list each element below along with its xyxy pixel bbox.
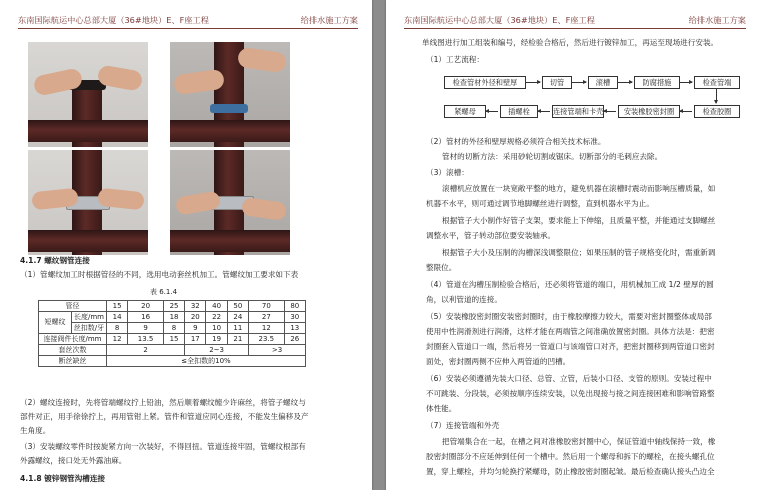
table-caption: 表 6.1.4: [150, 288, 178, 296]
row-label-diameter: 管径: [39, 301, 107, 312]
para-4-line-1: （4）管道在沟槽压制检验合格后，还必须将管道的端口，用机械加工成 1/2 壁厚的圆: [426, 280, 714, 289]
para-5-line-2: 使用中性润滑剂进行润滑，这样才能在两端管之间准确放置密封圈。具体方法是：把密: [426, 327, 715, 336]
para-6-line-1: （6）安装必须遵循先装大口径、总管、立管，后装小口径、支管的原则。安装过程中: [426, 374, 712, 383]
table-row: [39, 334, 306, 345]
cell: 70: [249, 301, 285, 312]
cell: 20: [128, 301, 164, 312]
cell: 11: [227, 323, 248, 334]
page-header: [18, 14, 358, 29]
cell: 16: [128, 312, 164, 323]
cell: 40: [206, 301, 227, 312]
photo-tighten-bolts: [170, 150, 290, 255]
paragraph-1: （1）管螺纹加工时根据管径的不同，选用电动套丝机加工。管螺纹加工要求如下表: [20, 270, 299, 279]
photo-gasket-fitting: [28, 42, 148, 147]
header-project: 东南国际航运中心总部大厦（36#地块）E、F座工程: [404, 15, 595, 25]
para-7-line-1: 把管端集合在一起，在槽之间对准橡胶密封圈中心，保证管道中轴线保持一致，橡: [442, 437, 716, 446]
flow-step-inspect-gasket: 检查胶圈: [694, 105, 740, 118]
cell: 12: [249, 323, 285, 334]
section-4-1-7-title: 4.1.7 螺纹钢管连接: [20, 256, 90, 265]
cell: 15: [107, 301, 128, 312]
header-doc-title: 给排水施工方案: [688, 15, 746, 25]
row-label-fitting: 连接阀件长度/mm: [39, 334, 107, 345]
cell: 27: [249, 312, 285, 323]
thread-spec-table: [38, 300, 306, 367]
row-label-passes: 套丝次数: [39, 345, 107, 356]
header-project: 东南国际航运中心总部大厦（36#地块）E、F座工程: [18, 15, 209, 25]
table-row: [39, 323, 306, 334]
cell: 21: [227, 334, 248, 345]
section-4-1-8-title: 4.1.8 镀锌钢管沟槽连接: [20, 474, 106, 483]
cell: 30: [284, 312, 305, 323]
flow-step-inspect-end: 检查管端: [694, 76, 740, 89]
flow-step-install-gasket: 安装橡胶密封圈: [618, 105, 680, 118]
right-page: [386, 0, 760, 490]
cell: 17: [185, 334, 206, 345]
cell: >3: [249, 345, 306, 356]
cell: 50: [227, 301, 248, 312]
table-row: [39, 345, 306, 356]
flow-step-inspect-pipe: 检查管材外径和壁厚: [444, 76, 526, 89]
row-label-count: 丝扣数/牙: [72, 323, 107, 334]
cell: 2: [107, 345, 185, 356]
cell: ≤全扣数的10%: [107, 356, 306, 367]
table-row: [39, 301, 306, 312]
para-3c-line-1: 根据管子大小及压制的沟槽深浅调整限位；如果压制的管子规格变化时，需重新调: [442, 248, 716, 257]
header-doc-title: 给排水施工方案: [300, 15, 358, 25]
para-6-line-3: 体性能。: [426, 404, 457, 413]
para-3a-line-2: 机器不水平，则可通过调节地脚螺丝进行调整，直到机器水平为止。: [426, 199, 654, 208]
cell: 15: [163, 334, 184, 345]
flow-step-insert-bolt: 插螺栓: [500, 105, 538, 118]
paragraph-2-line-3: 生角度。: [20, 426, 51, 435]
para-7-line-2: 胶密封圈部分不应延伸到任何一个槽中。然后用一个螺母和拆下的螺栓，在接头螺孔位: [426, 452, 715, 461]
photo-align-pipe: [170, 42, 290, 147]
cell: 14: [107, 312, 128, 323]
cell: 24: [227, 312, 248, 323]
para-7-title: （7）连接管端和外壳: [426, 421, 500, 430]
row-group-thread: 短螺纹: [39, 312, 72, 334]
para-3-title: （3）滚槽：: [426, 168, 469, 177]
flow-step-cut: 切管: [542, 76, 572, 89]
table-row: [39, 312, 306, 323]
cell: 23.5: [249, 334, 285, 345]
para-5-line-1: （5）安装橡胶密封圈安装密封圈时，由于橡胶摩擦力较大，需要对密封圈整体或局部: [426, 312, 712, 321]
flow-step-tighten-nut: 紧螺母: [444, 105, 486, 118]
row-label-broken: 断丝缺丝: [39, 356, 107, 367]
flow-title: （1）工艺流程：: [426, 55, 484, 64]
para-2: （2）管材的外径和壁厚规格必须符合相关技术标准。: [426, 137, 606, 146]
cell: 8: [163, 323, 184, 334]
cell: 32: [185, 301, 206, 312]
para-3b-line-1: 根据管子大小制作好管子支架，要求能上下伸缩，且质量平整，并能通过支脚螺丝: [442, 216, 716, 225]
para-5-line-4: 面处，密封圈两侧不应伸入两管道的凹槽。: [426, 357, 571, 366]
para-7-line-3: 置，穿上螺栓，并均匀轮换拧紧螺母，防止橡胶密封圈起皱。最后检查确认接头凸边全: [426, 467, 715, 476]
cell: 13: [284, 323, 305, 334]
photo-clamp-housing: [28, 150, 148, 255]
cell: 8: [107, 323, 128, 334]
cell: 19: [206, 334, 227, 345]
cell: 18: [163, 312, 184, 323]
para-3a-line-1: 滚槽机应放置在一块宽敞平整的地方，避免机器在滚槽时震动而影响压槽质量，如: [442, 184, 716, 193]
para-6-line-2: 不可跳装、分段装，必须按顺序连续安装，以免出现接与接之间连接困难和影响管路整: [426, 389, 715, 398]
paragraph-2-line-2: 部件对正，用手徐徐拧上，再用管钳上紧。管件和管道应同心连接，不能发生偏移及产: [20, 412, 309, 421]
page-header: [404, 14, 746, 29]
paragraph-3-line-1: （3）安装螺纹零件时按旋紧方向一次装好，不得回扭。管道连接牢固，管螺纹根部有: [20, 442, 306, 451]
cell: 12: [107, 334, 128, 345]
cell: 10: [206, 323, 227, 334]
cell: 13.5: [128, 334, 164, 345]
cell: 9: [185, 323, 206, 334]
flow-step-connect-housing: 连接管端和卡壳: [553, 107, 604, 116]
cell: 25: [163, 301, 184, 312]
para-3c-line-2: 整限位。: [426, 263, 457, 272]
intro-line: 单线图进行加工组装和编号，经检验合格后，然后进行镀锌加工，再运至现场进行安装。: [422, 38, 719, 47]
para-5-line-3: 封圈套入管道口一端，然后将另一管道口与该端管口对齐，把密封圈移到两管道口密封: [426, 342, 715, 351]
left-page: [0, 0, 372, 490]
cell: 9: [128, 323, 164, 334]
paragraph-2-line-1: （2）螺纹连接时，先将管端螺纹拧上铅油，然后顺着螺纹缠少许麻丝，将管子螺纹与: [20, 398, 306, 407]
flow-step-groove: 滚槽: [588, 76, 618, 89]
flow-step-anticorrosion: 防腐措施: [634, 76, 680, 89]
row-label-length: 长度/mm: [72, 312, 107, 323]
cell: 22: [206, 312, 227, 323]
para-3b-line-2: 调整水平，管子转动部位要安装轴承。: [426, 231, 556, 240]
paragraph-3-line-2: 外露螺纹，接口处无外露油麻。: [20, 456, 127, 465]
cell: 2~3: [185, 345, 249, 356]
cell: 26: [284, 334, 305, 345]
cell: 20: [185, 312, 206, 323]
para-4-line-2: 角，以利管道的连接。: [426, 295, 502, 304]
table-row: [39, 356, 306, 367]
para-2b: 管材的切断方法：采用砂轮切割或锯床。切断部分的毛刺应去除。: [442, 152, 663, 161]
cell: 80: [284, 301, 305, 312]
